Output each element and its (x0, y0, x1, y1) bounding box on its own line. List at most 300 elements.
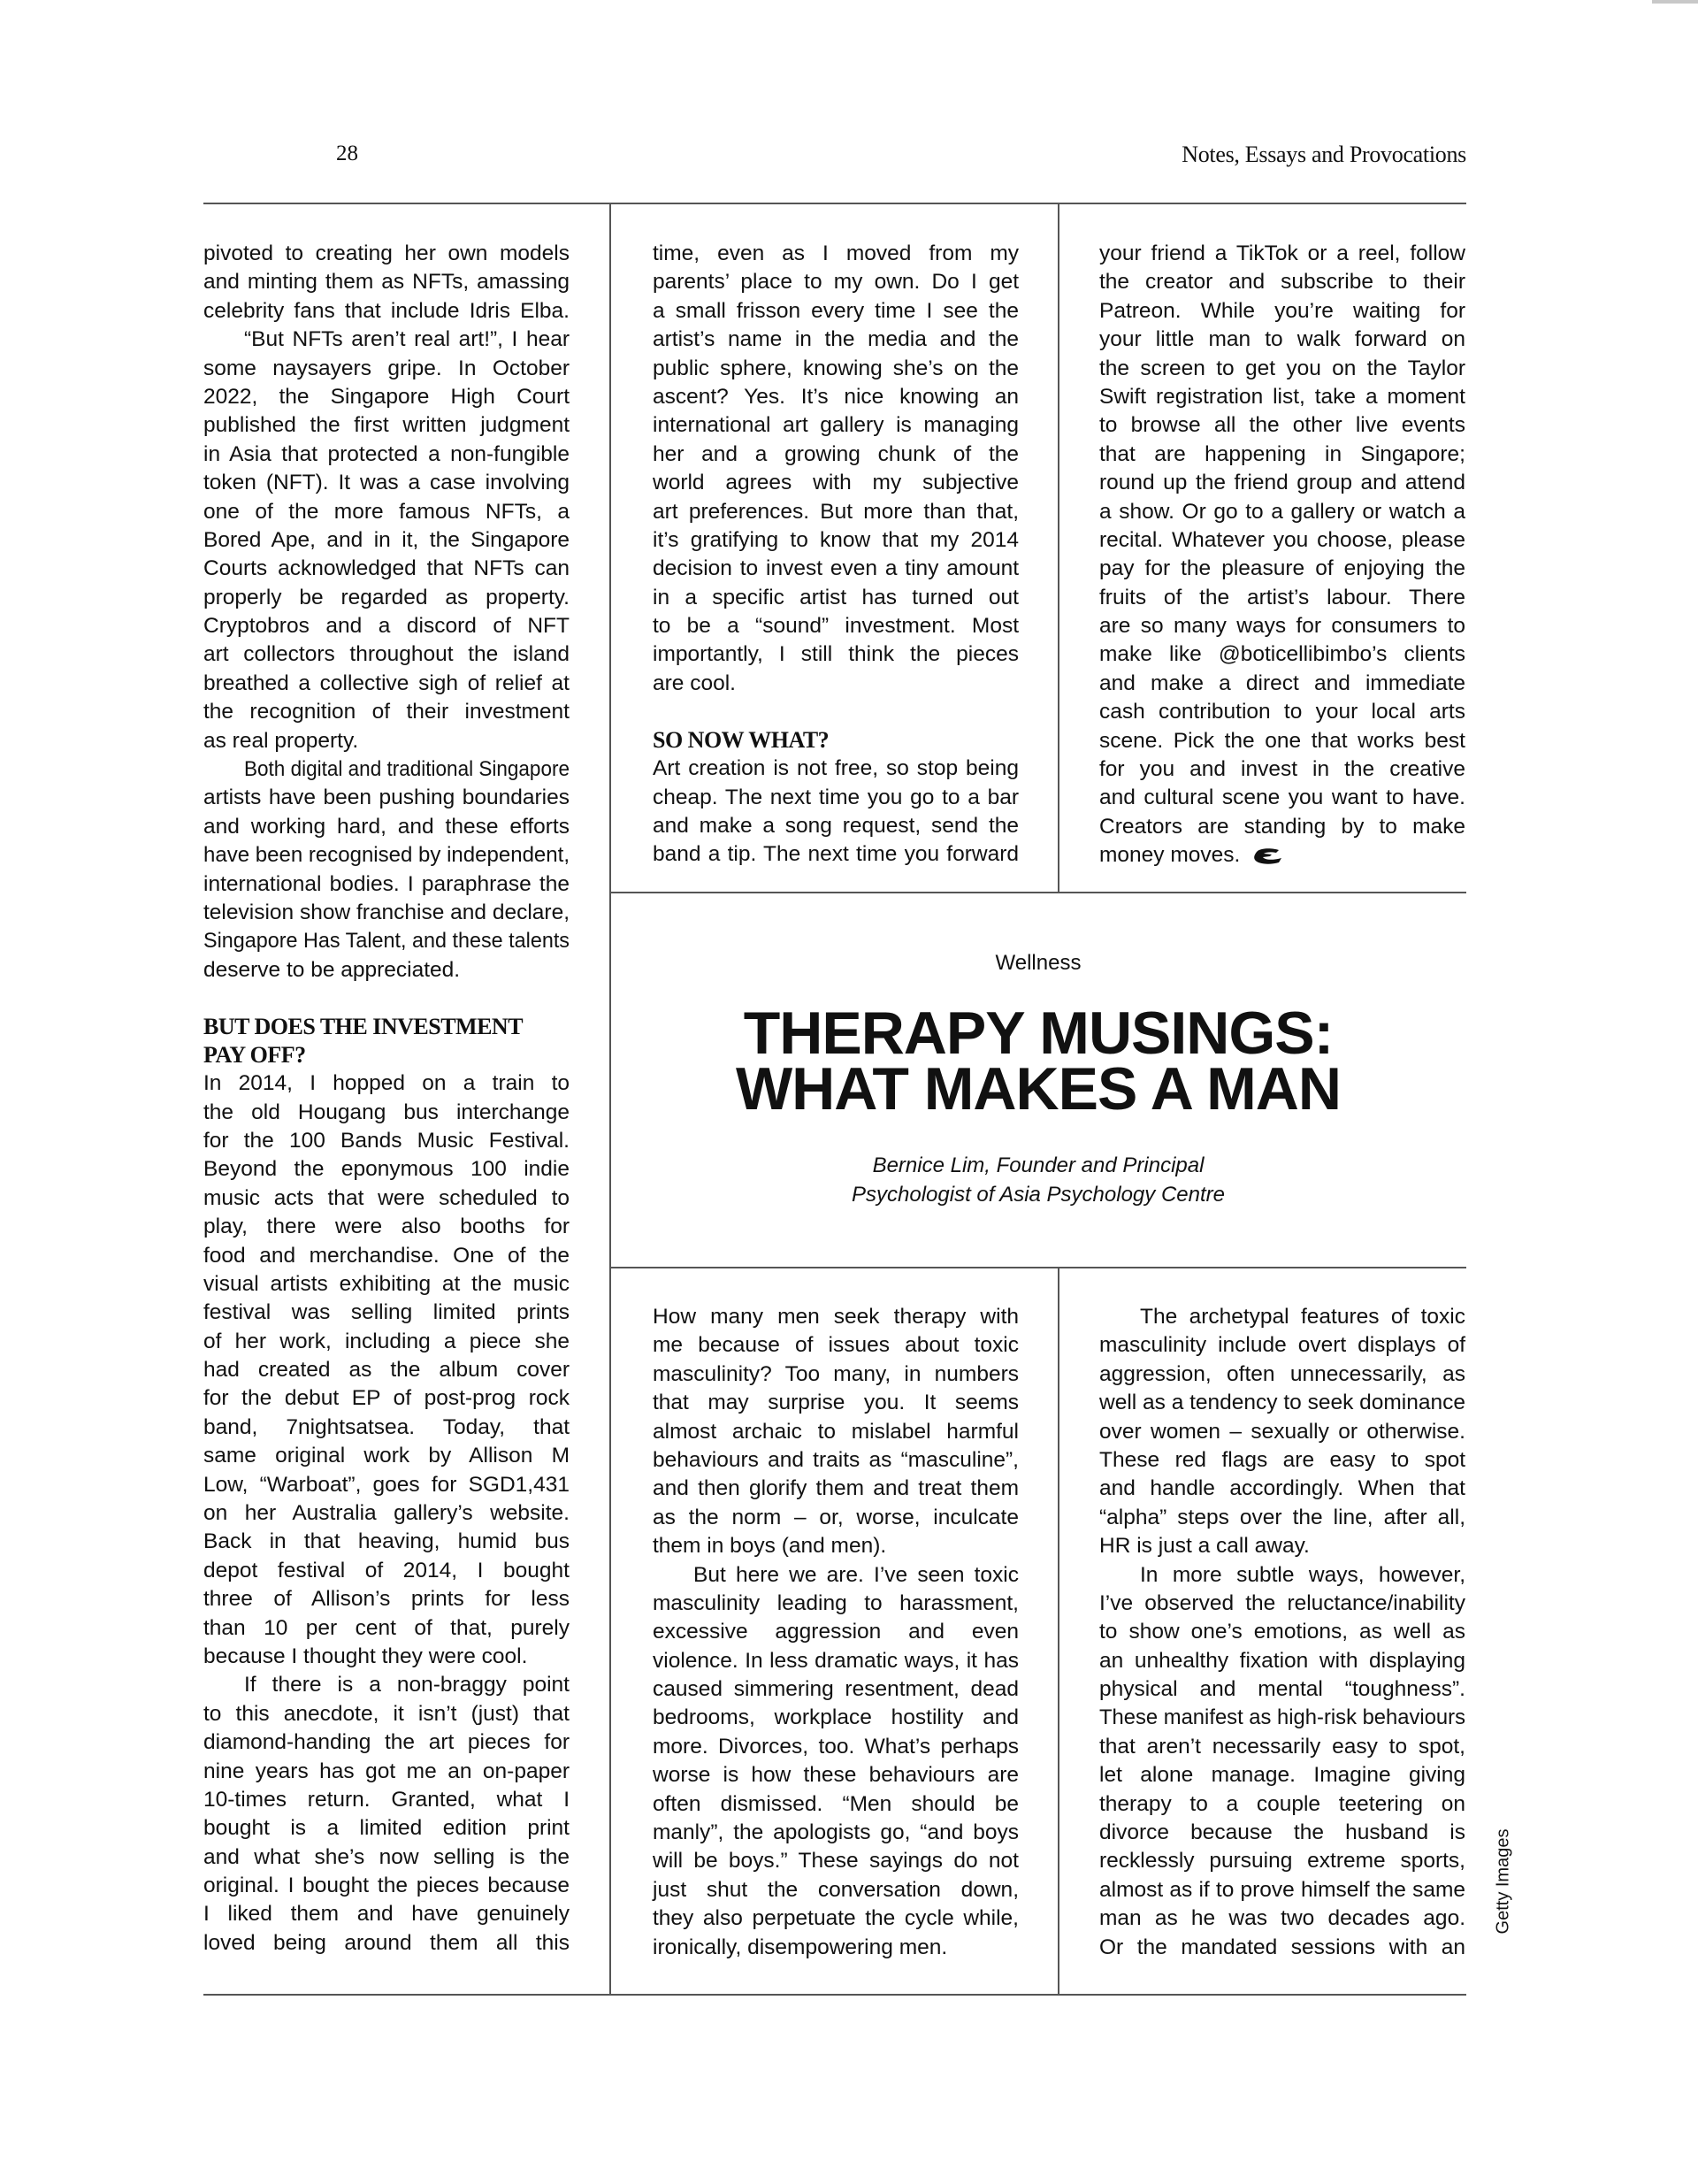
text-line-content: they also perpetuate the cycle while, (653, 1906, 1019, 1931)
text-line-content: 2022, the Singapore High Court (203, 384, 570, 409)
text-line (1099, 498, 1465, 526)
text-line-content: it’s gratifying to know that my 2014 (653, 527, 1019, 552)
text-line (653, 441, 1019, 469)
text-line (203, 755, 570, 784)
text-line-content: celebrity fans that include Idris Elba. (203, 298, 570, 323)
text-line-content: In more subtle ways, however, (1140, 1562, 1465, 1587)
text-line-content: time, even as I moved from my (653, 241, 1019, 265)
text-line (203, 612, 570, 640)
text-line (203, 1872, 570, 1900)
text-line-content: your little man to walk forward on (1099, 327, 1465, 352)
text-line (1099, 1647, 1465, 1675)
text-line-content: for the 100 Bands Music Festival. (203, 1128, 570, 1153)
text-line-content: band, 7nightsatsea. Today, that (203, 1414, 570, 1439)
text-line-content: will be boys.” These sayings do not (653, 1849, 1019, 1874)
text-line-content: just shut the conversation down, (653, 1877, 1019, 1902)
text-line (203, 1900, 570, 1928)
text-line-content: artist’s name in the media and the (653, 327, 1019, 352)
text-line (653, 469, 1019, 497)
text-line (653, 297, 1019, 326)
text-line (1099, 612, 1465, 640)
text-line (1099, 698, 1465, 726)
text-line-content: recklessly pursuing extreme sports, (1099, 1849, 1465, 1874)
text-line (203, 498, 570, 526)
text-line (1099, 526, 1465, 555)
text-line (203, 411, 570, 440)
text-line (203, 555, 570, 583)
text-line-content: international art gallery is managing (653, 413, 1019, 438)
text-line-content: as the norm – or, worse, inculcate (653, 1505, 1019, 1529)
text-line-content: her and a growing chunk of the (653, 441, 1019, 466)
text-line (203, 297, 570, 326)
text-line-content: and then glorify them and treat them (653, 1476, 1019, 1501)
text-line (653, 1876, 1019, 1904)
text-line (1099, 297, 1465, 326)
text-line-content: worse is how these behaviours are (653, 1763, 1019, 1788)
text-line-content: cash contribution to your local arts (1099, 700, 1465, 724)
text-line-content: Low, “Warboat”, goes for SGD1,431 (203, 1472, 570, 1497)
text-line-content: let alone manage. Imagine giving (1099, 1763, 1465, 1788)
text-line (1099, 268, 1465, 296)
text-line (653, 1847, 1019, 1875)
text-line (203, 469, 570, 497)
text-line (203, 1099, 570, 1127)
text-line (1099, 1303, 1465, 1331)
text-line-content: food and merchandise. One of the (203, 1243, 570, 1268)
text-line (653, 326, 1019, 354)
text-line (203, 584, 570, 612)
text-line-content: manly”, the apologists go, “and boys (653, 1820, 1019, 1845)
text-line (653, 1590, 1019, 1618)
text-line-content: on her Australia gallery’s website. (203, 1501, 570, 1526)
text-line (1099, 1704, 1465, 1732)
text-line-content: round up the friend group and attend (1099, 471, 1465, 495)
text-line-content: because I thought they were cool. (203, 1644, 528, 1668)
text-line (1099, 727, 1465, 755)
text-line (653, 1934, 1019, 1962)
paragraph (1099, 240, 1465, 870)
text-line (203, 441, 570, 469)
text-line-content: importantly, I still think the pieces (653, 642, 1019, 667)
text-line (203, 1471, 570, 1499)
text-line (1099, 1847, 1465, 1875)
publication-logo-icon (1252, 847, 1284, 865)
text-line (203, 383, 570, 411)
text-line-content: bedrooms, workplace hostility and (653, 1705, 1019, 1730)
text-line-content: Beyond the eponymous 100 indie (203, 1157, 570, 1182)
text-line (1099, 813, 1465, 841)
text-line-content: and make a song request, send the (653, 814, 1019, 839)
text-line (653, 268, 1019, 296)
text-line (203, 670, 570, 698)
text-line-content: music acts that were scheduled to (203, 1185, 570, 1210)
text-line-content: Patreon. While you’re waiting for (1099, 298, 1465, 323)
heading-line: SO NOW WHAT? (653, 727, 830, 754)
text-line (203, 1442, 570, 1470)
article2-column-2 (653, 1303, 1019, 1962)
text-line (203, 1213, 570, 1241)
text-line (203, 1384, 570, 1413)
heading-line: BUT DOES THE INVESTMENT (203, 1014, 524, 1040)
text-line (1099, 1446, 1465, 1475)
running-header: Notes, Essays and Provocations (1182, 142, 1466, 167)
text-line-content: decision to invest even a tiny amount (653, 556, 1019, 581)
text-line-content: art collectors throughout the island (203, 642, 570, 667)
text-line (653, 755, 1019, 783)
section-rule-top (610, 892, 1466, 893)
text-line (1099, 469, 1465, 497)
text-line-content: international bodies. I paraphrase the (203, 871, 570, 896)
text-line (653, 1504, 1019, 1532)
text-line (203, 1499, 570, 1528)
text-line (1099, 1532, 1465, 1560)
text-line (1099, 1475, 1465, 1503)
paragraph (653, 1561, 1019, 1962)
paragraph (653, 1303, 1019, 1561)
text-line (203, 1184, 570, 1213)
text-line-content: more. Divorces, too. What’s perhaps (653, 1734, 1019, 1759)
byline-line-2: Psychologist of Asia Psychology Centre (852, 1183, 1225, 1207)
text-line (653, 1618, 1019, 1646)
text-line-content: an unhealthy fixation with displaying (1099, 1648, 1465, 1673)
text-line (203, 1155, 570, 1184)
text-line (653, 584, 1019, 612)
text-line-content: These manifest as high-risk behaviours (1099, 1705, 1465, 1730)
text-line-content: Cryptobros and a discord of NFT (203, 614, 570, 639)
text-line-content: loved being around them all this (203, 1930, 570, 1955)
text-line (1099, 1761, 1465, 1789)
text-line (653, 526, 1019, 555)
text-line-content: than 10 per cent of that, purely (203, 1615, 570, 1640)
top-rule (203, 203, 1466, 204)
text-line-content: the old Hougang bus interchange (203, 1100, 570, 1124)
text-line-content: are so many ways for consumers to (1099, 614, 1465, 639)
text-line-content: “But NFTs aren’t real art!”, I hear (244, 327, 570, 352)
text-line (653, 1532, 1019, 1560)
text-line-content: Back in that heaving, humid bus (203, 1529, 570, 1554)
text-line (653, 383, 1019, 411)
text-line-content: over women – sexually or otherwise. (1099, 1419, 1465, 1444)
article1-column-2 (653, 240, 1019, 870)
text-line (1099, 1504, 1465, 1532)
text-line-content: almost as if to prove himself the same (1099, 1877, 1465, 1902)
text-line (653, 1704, 1019, 1732)
text-line (203, 1614, 570, 1643)
text-line-content: Singapore Has Talent, and these talents (203, 929, 570, 954)
text-line (653, 784, 1019, 812)
text-line-content: These red flags are easy to spot (1099, 1447, 1465, 1472)
text-line (653, 612, 1019, 640)
heading-line: PAY OFF? (203, 1042, 306, 1069)
text-line (1099, 584, 1465, 612)
text-line (203, 1299, 570, 1327)
paragraph (203, 755, 570, 985)
text-line (1099, 1904, 1465, 1933)
text-line-content: fruits of the artist’s labour. There (1099, 585, 1465, 609)
text-line-content: a show. Or go to a gallery or watch a (1099, 499, 1465, 524)
text-line-content: nine years has got me an on-paper (203, 1759, 570, 1783)
text-line-content: television show franchise and declare, (203, 900, 570, 924)
text-line-content: Both digital and traditional Singapore (244, 757, 570, 782)
section-heading (653, 726, 1019, 755)
scrollbar-tab (1652, 0, 1698, 4)
text-line (1099, 1733, 1465, 1761)
page-number: 28 (336, 142, 358, 165)
text-line-content: breathed a collective sigh of relief at (203, 671, 570, 695)
text-line (203, 1242, 570, 1270)
article2-column-3 (1099, 1303, 1465, 1962)
text-line-content: money moves. (1099, 843, 1241, 868)
text-line-content: Courts acknowledged that NFTs can (203, 556, 570, 581)
text-line-content: excessive aggression and even (653, 1620, 1019, 1644)
text-line-content: your friend a TikTok or a reel, follow (1099, 241, 1465, 265)
text-line (203, 927, 570, 955)
text-line-content: in Asia that protected a non-fungible (203, 441, 570, 466)
paragraph (1099, 1561, 1465, 1962)
text-line (1099, 1675, 1465, 1704)
text-line-content: man as he was two decades ago. (1099, 1906, 1465, 1931)
text-line (203, 727, 570, 755)
text-line-content: scene. Pick the one that works best (1099, 728, 1465, 753)
text-line (203, 640, 570, 669)
text-line-content: properly be regarded as property. (203, 585, 570, 609)
column-divider-2-bottom (1058, 1267, 1059, 1996)
text-line (653, 1303, 1019, 1331)
text-line (1099, 670, 1465, 698)
text-line (203, 698, 570, 726)
text-line (1099, 1561, 1465, 1590)
text-line-content: depot festival of 2014, I bought (203, 1558, 570, 1582)
text-line (1099, 640, 1465, 669)
text-line (203, 1758, 570, 1786)
paragraph (203, 240, 570, 326)
text-line (653, 1360, 1019, 1389)
text-line-content: to show one’s emotions, as well as (1099, 1620, 1465, 1644)
section-rule-bottom (610, 1267, 1466, 1268)
text-line (203, 355, 570, 383)
text-line-content: of her work, including a piece she (203, 1329, 570, 1353)
column-divider-2-top (1058, 203, 1059, 893)
text-line (653, 555, 1019, 583)
text-line-content: therapy to a couple teetering on (1099, 1791, 1465, 1816)
text-line-content: to this anecdote, it isn’t (just) that (203, 1701, 570, 1726)
text-line-content: published the first written judgment (203, 413, 570, 438)
text-line (1099, 355, 1465, 383)
text-line-content: and what she’s now selling is the (203, 1844, 570, 1869)
text-line-content: festival was selling limited prints (203, 1300, 570, 1325)
text-line (1099, 1331, 1465, 1360)
text-line-content: diamond-handing the art pieces for (203, 1730, 570, 1755)
text-line (653, 240, 1019, 268)
text-line (203, 1700, 570, 1728)
text-line-content: aggression, often unnecessarily, as (1099, 1361, 1465, 1386)
text-line (653, 1389, 1019, 1417)
article-title-line-1: THERAPY MUSINGS: (743, 1000, 1334, 1067)
article1-column-3 (1099, 240, 1465, 870)
text-line-content: divorce because the husband is (1099, 1820, 1465, 1845)
text-line-content: that aren’t necessarily easy to spot, (1099, 1734, 1465, 1759)
byline (610, 1151, 1466, 1209)
text-line (653, 1819, 1019, 1847)
text-line (653, 1675, 1019, 1704)
text-line-content: had created as the album cover (203, 1358, 570, 1383)
paragraph (203, 326, 570, 755)
text-line (203, 1786, 570, 1814)
byline-line-1: Bernice Lim, Founder and Principal (872, 1153, 1205, 1177)
text-line (1099, 784, 1465, 812)
section-kicker: Wellness (995, 951, 1082, 975)
text-line-content: masculinity leading to harassment, (653, 1590, 1019, 1615)
text-line (1099, 240, 1465, 268)
text-line-content: The archetypal features of toxic (1140, 1305, 1465, 1329)
text-line-content: HR is just a call away. (1099, 1534, 1310, 1559)
text-line (653, 1790, 1019, 1819)
text-line (203, 1814, 570, 1843)
text-line (203, 813, 570, 841)
text-line-content: as real property. (203, 728, 359, 753)
text-line (203, 1585, 570, 1613)
text-line (203, 841, 570, 870)
text-line-content: Creators are standing by to make (1099, 814, 1465, 839)
text-line (203, 956, 570, 985)
text-line-content: If there is a non-braggy point (244, 1673, 570, 1697)
text-line-content: caused simmering resentment, dead (653, 1677, 1019, 1702)
text-line (1099, 1790, 1465, 1819)
text-line (1099, 1819, 1465, 1847)
text-line (653, 840, 1019, 869)
text-line-content: to browse all the other live events (1099, 413, 1465, 438)
text-line-content: for you and invest in the creative (1099, 757, 1465, 782)
text-line-content: artists have been pushing boundaries (203, 785, 570, 810)
text-line (203, 1270, 570, 1299)
text-line-content: well as a tendency to seek dominance (1099, 1391, 1465, 1415)
text-line-content: parents’ place to my own. Do I get (653, 270, 1019, 295)
text-line (653, 1647, 1019, 1675)
text-line-content: me because of issues about toxic (653, 1333, 1019, 1358)
text-line (1099, 555, 1465, 583)
text-line-content: Art creation is not free, so stop being (653, 756, 1019, 781)
text-line-content: world agrees with my subjective (653, 471, 1019, 495)
text-line-content: in a specific artist has turned out (653, 585, 1019, 609)
text-line-content: violence. In less dramatic ways, it has (653, 1648, 1019, 1673)
text-line (203, 240, 570, 268)
text-line-content: three of Allison’s prints for less (203, 1587, 570, 1612)
text-line (653, 411, 1019, 440)
text-line (203, 1127, 570, 1155)
text-line (203, 526, 570, 555)
text-line (1099, 1418, 1465, 1446)
text-line-content: to be a “sound” investment. Most (653, 614, 1019, 639)
text-line-content: token (NFT). It was a case involving (203, 471, 570, 495)
text-line (1099, 326, 1465, 354)
text-line-content: masculinity include overt displays of (1099, 1333, 1465, 1358)
text-line (203, 1929, 570, 1958)
text-line (653, 812, 1019, 840)
text-line-content: masculinity? Too many, in numbers (653, 1361, 1019, 1386)
text-line (653, 498, 1019, 526)
text-line (203, 1328, 570, 1356)
text-line (653, 1418, 1019, 1446)
text-line-content: the recognition of their investment (203, 700, 570, 724)
text-line (1099, 841, 1465, 870)
text-line-content: the creator and subscribe to their (1099, 270, 1465, 295)
text-line (203, 1671, 570, 1699)
article-title-line-2: WHAT MAKES A MAN (735, 1055, 1342, 1123)
text-line-content: How many men seek therapy with (653, 1305, 1019, 1329)
paragraph (203, 1069, 570, 1671)
text-line (1099, 1934, 1465, 1962)
text-line-content: ascent? Yes. It’s nice knowing an (653, 384, 1019, 409)
text-line-content: a small frisson every time I see the (653, 298, 1019, 323)
text-line-content: and handle accordingly. When that (1099, 1476, 1465, 1501)
text-line-content: visual artists exhibiting at the music (203, 1271, 570, 1296)
text-line-content: recital. Whatever you choose, please (1099, 527, 1465, 552)
text-line (203, 1528, 570, 1556)
text-line (653, 1475, 1019, 1503)
text-line-content: that may surprise you. It seems (653, 1391, 1019, 1415)
text-line-content: But here we are. I’ve seen toxic (693, 1562, 1019, 1587)
text-line-content: some naysayers gripe. In October (203, 356, 570, 380)
text-line (1099, 441, 1465, 469)
article-title (610, 1000, 1466, 1123)
text-line-content: for the debut EP of post-prog rock (203, 1386, 570, 1411)
text-line-content: the screen to get you on the Taylor (1099, 356, 1465, 380)
text-line-content: and minting them as NFTs, amassing (203, 270, 570, 295)
text-line-content: often dismissed. “Men should be (653, 1791, 1019, 1816)
text-line-content: have been recognised by independent, (203, 843, 570, 868)
text-line-content: and make a direct and immediate (1099, 671, 1465, 695)
text-line-content: band a tip. The next time you forward (653, 842, 1019, 867)
bottom-rule (203, 1994, 1466, 1996)
text-line-content: In 2014, I hopped on a train to (203, 1071, 570, 1096)
text-line (653, 355, 1019, 383)
text-line (203, 1069, 570, 1098)
text-line (203, 899, 570, 927)
text-line-content: pay for the pleasure of enjoying the (1099, 556, 1465, 581)
text-line (653, 1733, 1019, 1761)
text-line (1099, 383, 1465, 411)
text-line (203, 870, 570, 899)
text-line-content: original. I bought the pieces because (203, 1874, 570, 1898)
text-line-content: cheap. The next time you go to a bar (653, 785, 1019, 809)
photo-credit: Getty Images (1493, 1828, 1513, 1935)
text-line-content: physical and mental “toughness”. (1099, 1677, 1465, 1702)
paragraph (653, 755, 1019, 870)
text-line (203, 326, 570, 354)
text-line (203, 1557, 570, 1585)
text-line (203, 268, 570, 296)
text-line (653, 1331, 1019, 1360)
text-line-content: Bored Ape, and in it, the Singapore (203, 527, 570, 552)
text-line-content: are cool. (653, 671, 736, 695)
text-line (653, 1904, 1019, 1933)
text-line-content: that are happening in Singapore; (1099, 441, 1465, 466)
text-line (1099, 1389, 1465, 1417)
text-line-content: Or the mandated sessions with an (1099, 1935, 1465, 1959)
text-line (1099, 1618, 1465, 1646)
text-line (653, 1446, 1019, 1475)
text-line (653, 670, 1019, 698)
text-line (1099, 1360, 1465, 1389)
paragraph (203, 1671, 570, 1958)
text-line-content: public sphere, knowing she’s on the (653, 356, 1019, 380)
text-line-content: pivoted to creating her own models (203, 241, 570, 265)
text-line (1099, 1876, 1465, 1904)
text-line-content: deserve to be appreciated. (203, 957, 461, 982)
paragraph (1099, 1303, 1465, 1561)
text-line (653, 1561, 1019, 1590)
text-line-content: same original work by Allison M (203, 1444, 570, 1468)
